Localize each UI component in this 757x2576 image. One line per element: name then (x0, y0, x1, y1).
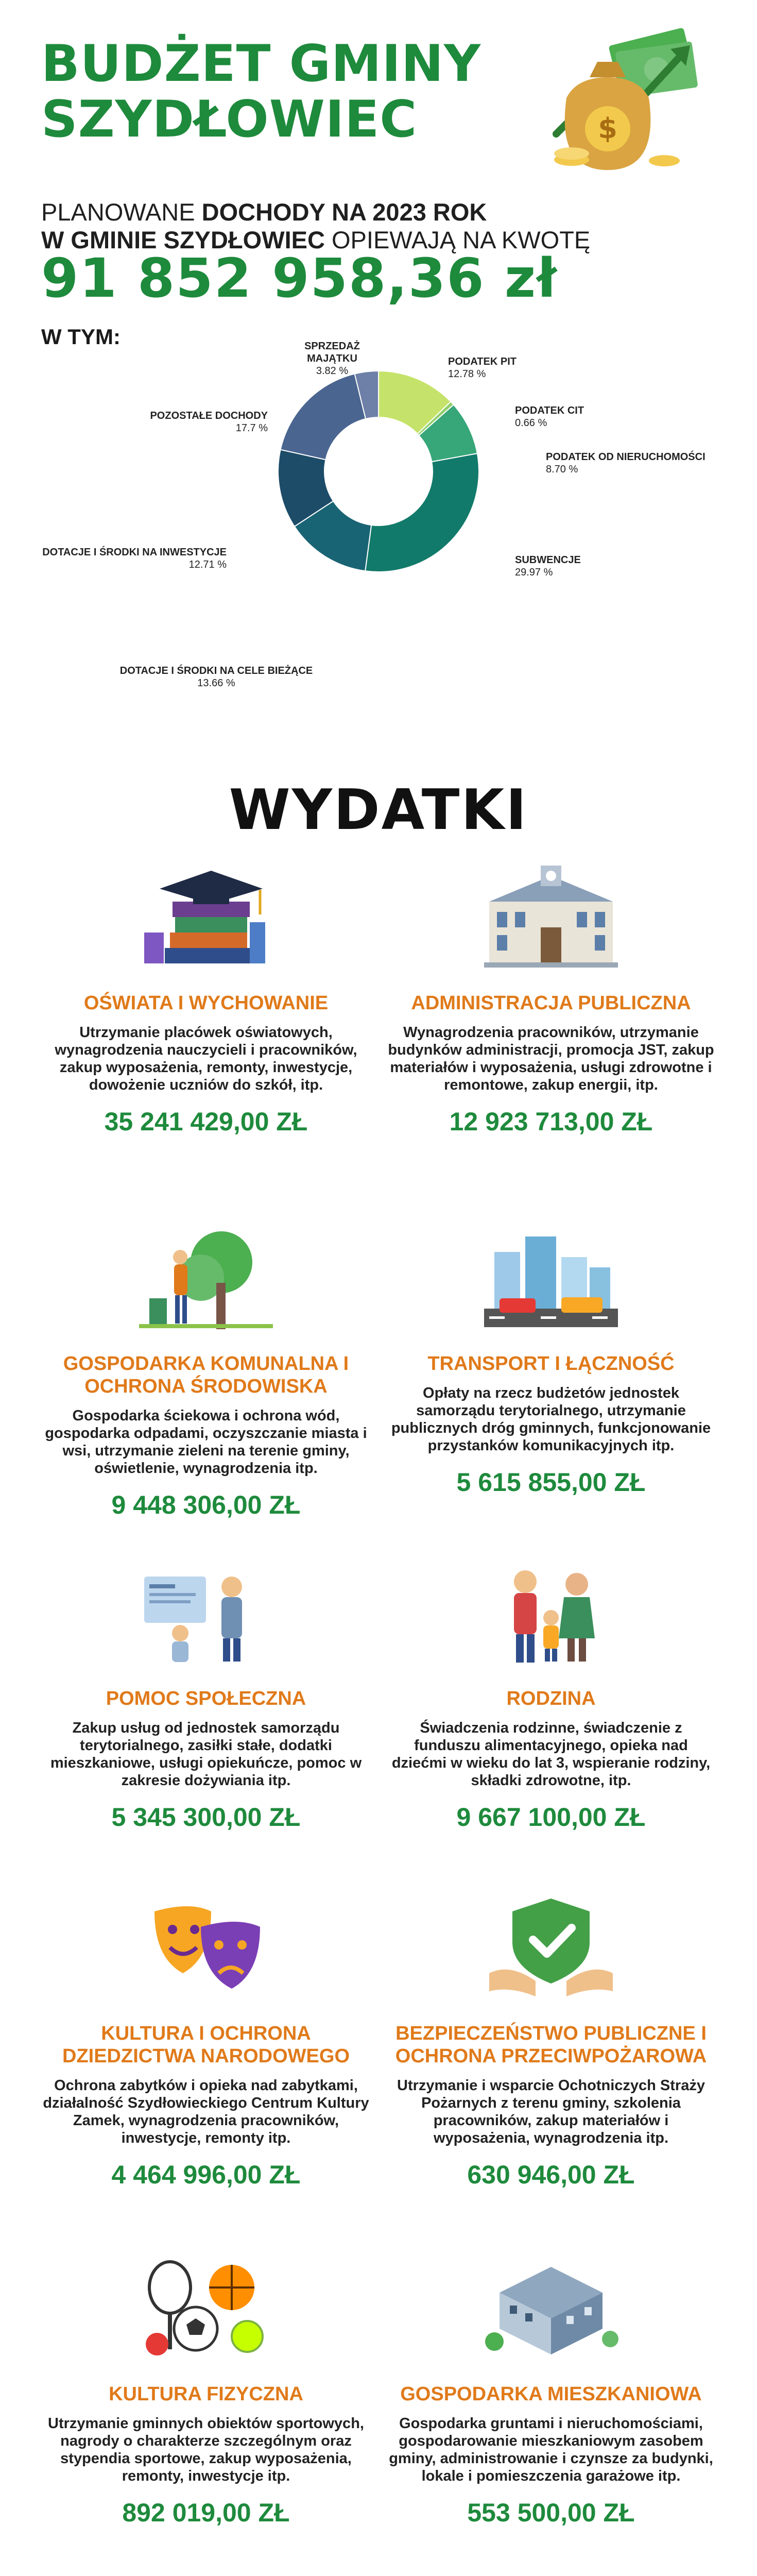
card-title: BEZPIECZEŃSTWO PUBLICZNE I OCHRONA PRZECIWPOŻAROWA (395, 2023, 707, 2067)
expense-card-transport (386, 1221, 716, 1497)
card-title: KULTURA FIZYCZNA (109, 2383, 303, 2405)
expense-card-kultura (41, 1891, 371, 2189)
card-amount: 9 667 100,00 ZŁ (456, 1803, 646, 1832)
card-title: ADMINISTRACJA PUBLICZNA (411, 992, 691, 1014)
card-description: Gospodarka ściekowa i ochrona wód, gospodarka odpadami, oczyszczanie miasta i wsi, utrzymanie zieleni na terenie gminy, oświetlenie, wynagrodzenia itp. (45, 1408, 367, 1477)
income-slice-6 (281, 374, 366, 460)
expense-card-administracja (386, 860, 716, 1136)
card-title: GOSPODARKA MIESZKANIOWA (400, 2383, 702, 2405)
card-title: KULTURA I OCHRONA DZIEDZICTWA NARODOWEGO (62, 2023, 350, 2067)
intro-text (41, 198, 608, 254)
money-bag-icon (536, 21, 700, 175)
card-amount: 4 464 996,00 ZŁ (111, 2160, 301, 2189)
card-amount: 5 345 300,00 ZŁ (111, 1803, 301, 1832)
expense-card-kultura-fizyczna (41, 2251, 371, 2527)
card-amount: 892 019,00 ZŁ (122, 2498, 290, 2527)
social-help-icon (134, 1556, 278, 1669)
card-title: POMOC SPOŁECZNA (106, 1688, 306, 1709)
title-line-2: SZYDŁOWIEC (41, 90, 418, 149)
city-transport-icon (479, 1221, 623, 1334)
card-description: Opłaty na rzecz budżetów jednostek samorządu terytorialnego, utrzymanie publicznych dróg gminnych, funkcjonowanie przystanków komunikacyjnych itp. (391, 1385, 711, 1454)
expense-card-gospodarka-mieszkaniowa (386, 2251, 716, 2527)
income-donut-chart (276, 368, 481, 574)
card-description: Utrzymanie gminnych obiektów sportowych, nagrody o charakterze szczególnym oraz stypendia sportowe, zakup wyposażenia, remonty, inwestycje itp. (48, 2415, 364, 2484)
card-amount: 5 615 855,00 ZŁ (456, 1468, 646, 1497)
intro-post: OPIEWAJĄ NA KWOTĘ (324, 226, 591, 253)
card-amount: 9 448 306,00 ZŁ (111, 1490, 301, 1519)
card-description: Ochrona zabytków i opieka nad zabytkami, działalność Szydłowieckiego Centrum Kultury Zamek, wynagrodzenia pracowników, inwestycje, remonty itp. (43, 2077, 369, 2146)
card-description: Zakup usług od jednostek samorządu terytorialnego, zasiłki stałe, dodatki mieszkaniowe, usługi opiekuńcze, pomoc w zakresie dożywiania itp. (50, 1720, 362, 1789)
expense-card-gospodarka-komunalna (41, 1221, 371, 1519)
expense-card-bezpieczenstwo (386, 1891, 716, 2189)
income-label-sprzedaz: SPRZEDAŻ MAJĄTKU 3.82 % (304, 341, 360, 377)
income-label-dotacje-biezace: DOTACJE I ŚRODKI NA CELE BIEŻĄCE 13.66 % (119, 665, 313, 689)
family-icon (479, 1556, 623, 1669)
card-description: Utrzymanie placówek oświatowych, wynagrodzenia nauczycieli i pracowników, zakup wyposażenia, remonty, inwestycje, dowożenie uczniów do szkół, itp. (55, 1024, 357, 1093)
income-label-subwencje: SUBWENCJE 29.97 % (515, 554, 581, 578)
card-amount: 630 946,00 ZŁ (467, 2160, 635, 2189)
page-title (41, 36, 481, 147)
card-title: RODZINA (506, 1688, 596, 1709)
card-description: Świadczenia rodzinne, świadczenie z funduszu alimentacyjnego, opieka nad dziećmi w wieku do lat 3, wspieranie rodziny, składki zdrowotne, itp. (391, 1720, 711, 1789)
housing-buildings-icon (479, 2251, 623, 2365)
card-amount: 553 500,00 ZŁ (467, 2498, 635, 2527)
education-books-icon (134, 860, 278, 974)
theatre-masks-icon (134, 1891, 278, 2004)
intro-pre: PLANOWANE (41, 198, 202, 226)
expense-card-pomoc-spoleczna (41, 1556, 371, 1832)
card-title: TRANSPORT I ŁĄCZNOŚĆ (427, 1353, 675, 1375)
sports-balls-icon (134, 2251, 278, 2365)
card-amount: 35 241 429,00 ZŁ (104, 1107, 308, 1136)
card-amount: 12 923 713,00 ZŁ (449, 1107, 653, 1136)
income-amount: 91 852 958,36 zł (41, 247, 558, 310)
card-description: Utrzymanie i wsparcie Ochotniczych Straży Pożarnych z terenu gminy, szkolenia pracowników, zakup materiałów i wyposażenia, wynagrodzenia itp. (397, 2077, 705, 2146)
expenses-title: WYDATKI (229, 778, 528, 842)
town-hall-icon (479, 860, 623, 974)
income-label-pozostale: POZOSTAŁE DOCHODY 17.7 % (150, 410, 268, 434)
card-description: Wynagrodzenia pracowników, utrzymanie budynków administracji, promocja JST, zakup materiałów i wyposażenia, usługi zdrowotne i remontowe, zakup energii, itp. (388, 1024, 714, 1093)
card-title: GOSPODARKA KOMUNALNA I OCHRONA ŚRODOWISKA (63, 1353, 349, 1397)
income-label-pit: PODATEK PIT 12.78 % (448, 356, 517, 380)
income-label-dotacje-inwestycje: DOTACJE I ŚRODKI NA INWESTYCJE 12.71 % (42, 547, 227, 570)
card-description: Gospodarka gruntami i nieruchomościami, gospodarowanie mieszkaniowym zasobem gminy, administrowanie i czynsze za budynki, lokale i pomieszczenia garażowe itp. (389, 2415, 713, 2484)
income-label-cit: PODATEK CIT 0.66 % (515, 405, 584, 429)
card-title: OŚWIATA I WYCHOWANIE (83, 992, 329, 1014)
intro-bold-1: DOCHODY NA 2023 ROK (201, 198, 487, 226)
intro-bold-2: W GMINIE SZYDŁOWIEC (41, 226, 325, 253)
income-label-nieruchomosci: PODATEK OD NIERUCHOMOŚCI 8.70 % (546, 451, 706, 475)
title-line-1: BUDŻET GMINY (41, 35, 481, 93)
shield-check-icon (479, 1891, 623, 2004)
svg-text:$: $ (598, 112, 617, 145)
income-breakdown-label: W TYM: (41, 325, 121, 349)
expense-card-rodzina (386, 1556, 716, 1832)
environment-tree-icon (134, 1221, 278, 1334)
income-slice-3 (365, 453, 479, 572)
expense-card-oswiata (41, 860, 371, 1136)
